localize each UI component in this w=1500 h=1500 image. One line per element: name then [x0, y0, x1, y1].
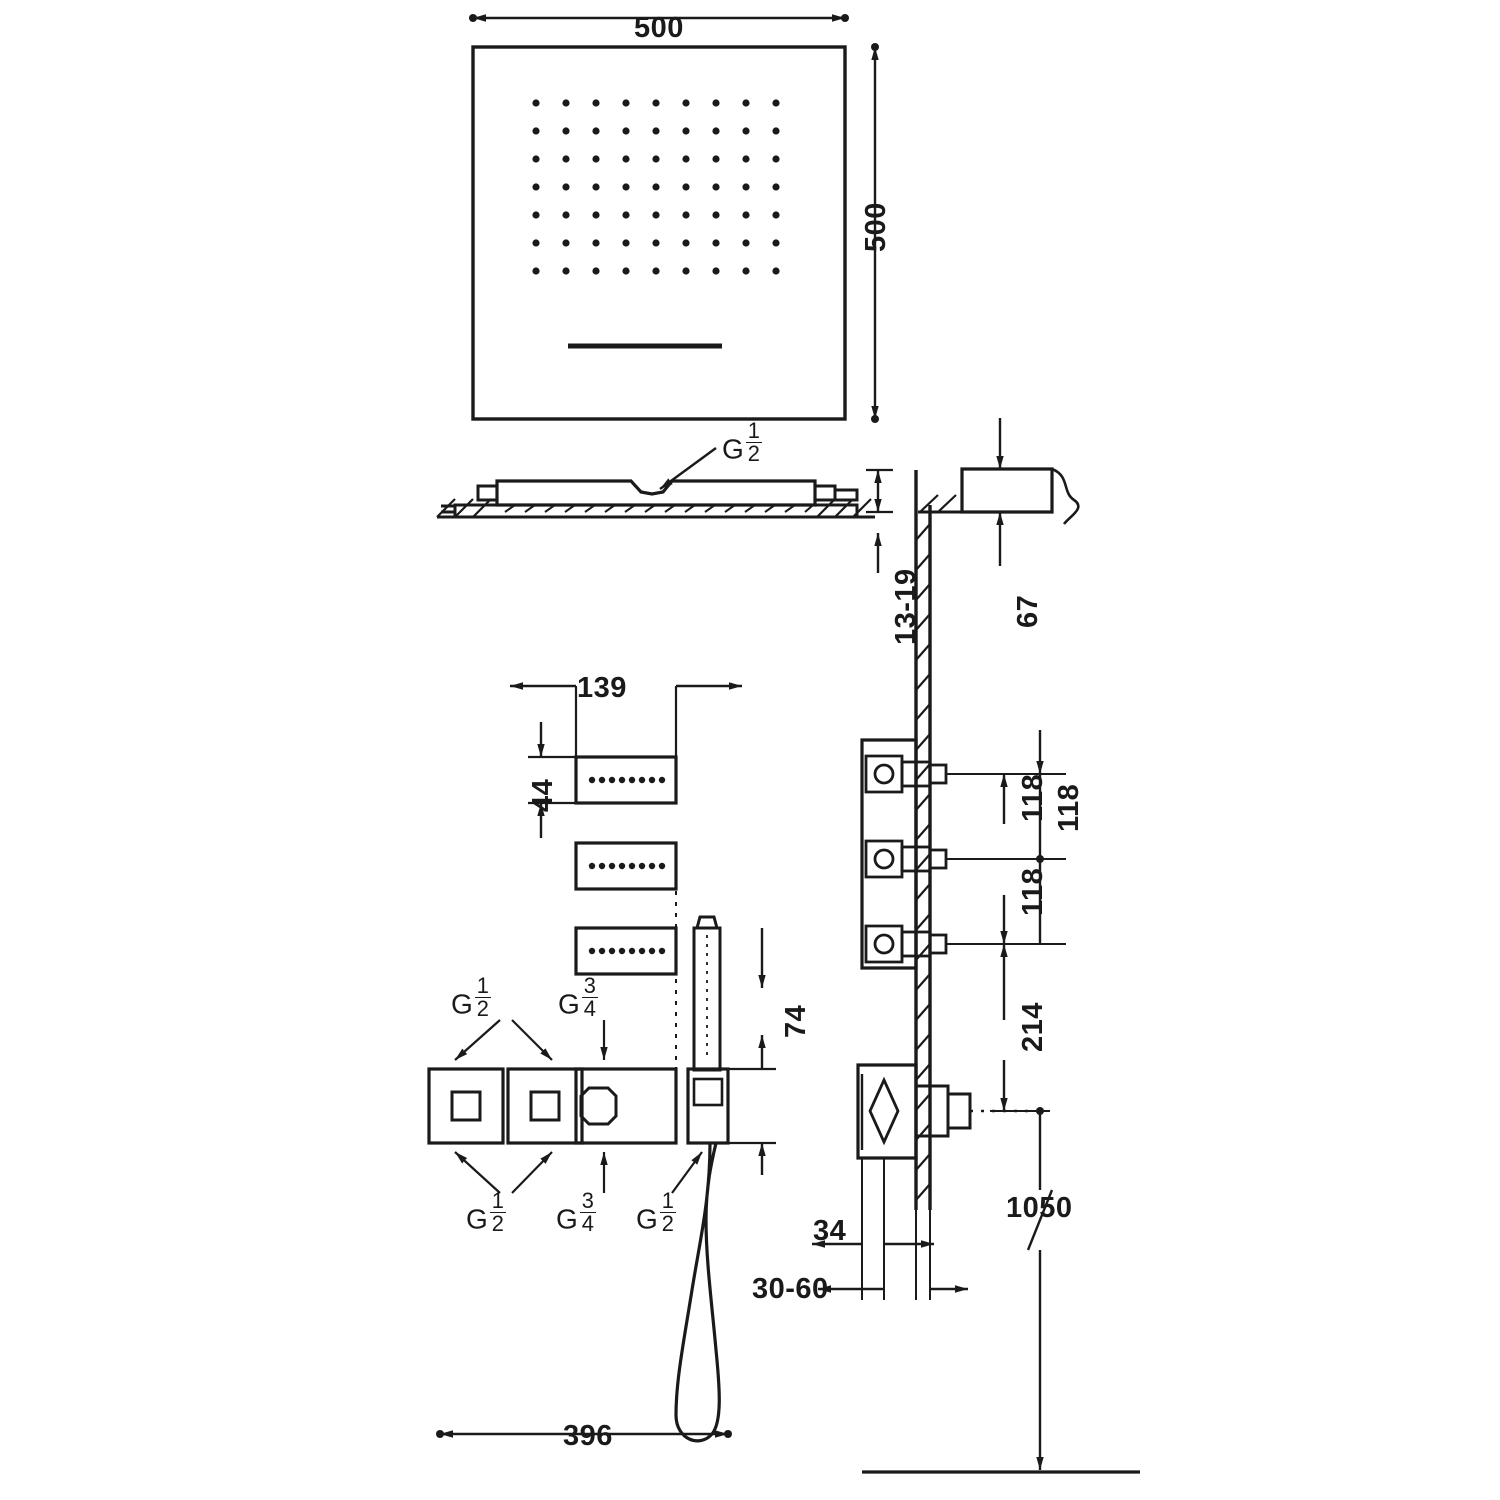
- thread-label-upper-left: [451, 975, 491, 1021]
- thread-numerator: 3: [583, 973, 596, 998]
- thread-prefix: G: [556, 1203, 578, 1235]
- thread-label-head: [722, 420, 762, 466]
- dimension-hose-length: 396: [563, 1420, 613, 1452]
- dimension-jet-spacing: 139: [577, 672, 627, 704]
- dimension-wall-offset: 67: [1012, 594, 1044, 628]
- dimension-valve-gap-2: 118: [1017, 773, 1049, 822]
- dimension-floor-height: 1050: [1006, 1192, 1073, 1224]
- thread-numerator: 3: [581, 1188, 594, 1213]
- thread-label-lower-mid: [556, 1190, 596, 1236]
- dimension-head-width: 500: [634, 12, 684, 44]
- thread-numerator: 1: [661, 1188, 674, 1213]
- thread-label-upper-mid: [558, 975, 598, 1021]
- thread-denominator: 2: [661, 1210, 674, 1236]
- thread-numerator: 1: [476, 973, 489, 998]
- thread-prefix: G: [722, 433, 744, 465]
- dimension-ceiling-recess: 13-19: [890, 568, 922, 645]
- thread-prefix: G: [466, 1203, 488, 1235]
- dimension-head-height: 500: [860, 202, 892, 252]
- thread-numerator: 1: [491, 1188, 504, 1213]
- thread-label-lower-left: [466, 1190, 506, 1236]
- dimension-rough-in-depth: 34: [813, 1215, 847, 1247]
- dimension-valve-gap-3: 118: [1017, 867, 1049, 916]
- dimension-tile-depth: 30-60: [752, 1273, 829, 1305]
- dimension-valve-to-mixer: 214: [1017, 1002, 1049, 1052]
- thread-denominator: 2: [747, 440, 760, 466]
- dimension-handset-height: 74: [780, 1004, 812, 1038]
- thread-prefix: G: [558, 988, 580, 1020]
- nozzle-grid: [532, 99, 779, 274]
- thread-prefix: G: [451, 988, 473, 1020]
- thread-denominator: 2: [491, 1210, 504, 1236]
- thread-numerator: 1: [747, 418, 760, 443]
- thread-denominator: 2: [476, 995, 489, 1021]
- thread-prefix: G: [636, 1203, 658, 1235]
- thread-denominator: 4: [581, 1210, 594, 1236]
- thread-denominator: 4: [583, 995, 596, 1021]
- dimension-jet-height: 44: [527, 778, 559, 812]
- dimension-valve-gap-1: 118: [1053, 783, 1085, 832]
- thread-label-lower-right: [636, 1190, 676, 1236]
